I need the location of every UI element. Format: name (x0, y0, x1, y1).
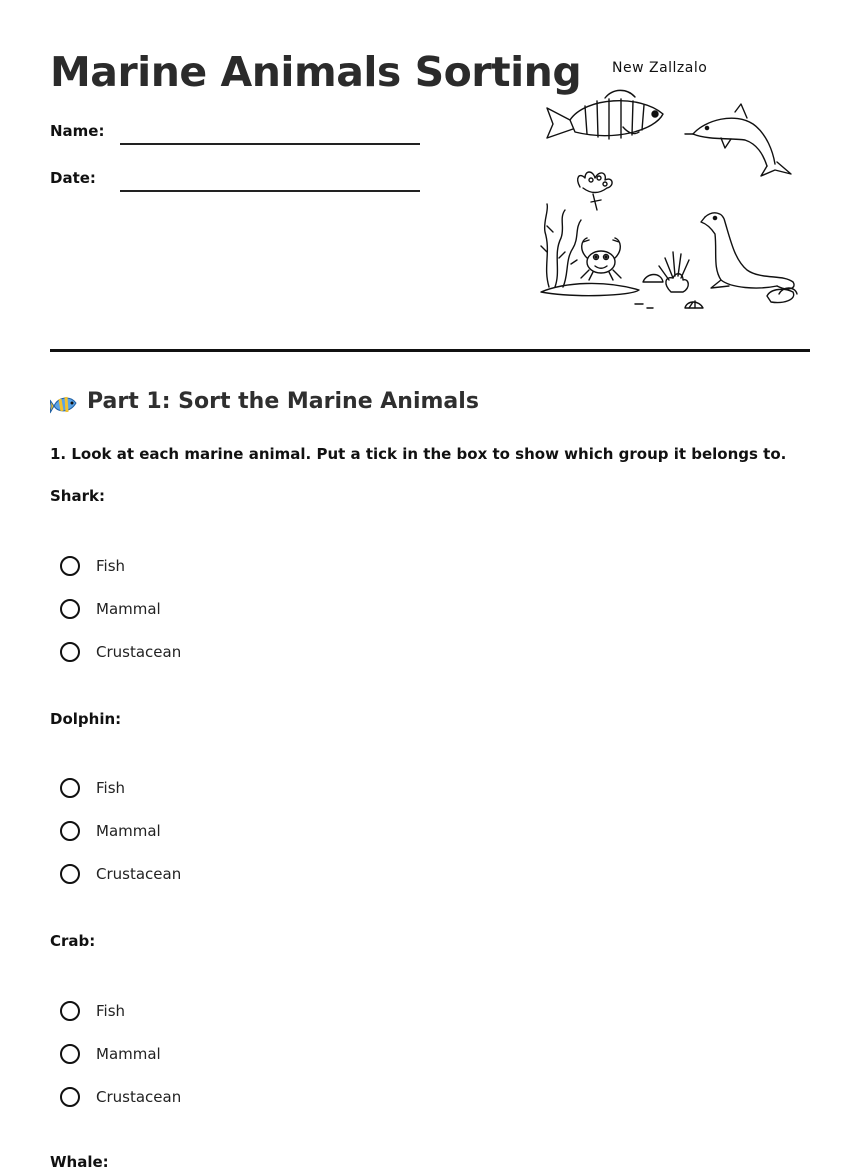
question-instruction: 1. Look at each marine animal. Put a tick in the box to show which group it belongs to. (50, 445, 787, 463)
option-label: Fish (96, 557, 126, 575)
question-label-dolphin: Dolphin: (50, 710, 122, 728)
seaweed-drawing-icon (541, 204, 581, 287)
name-label: Name: (50, 122, 105, 140)
question-label-whale: Whale: (50, 1153, 109, 1171)
fish-drawing-icon (547, 90, 663, 139)
question-label-shark: Shark: (50, 487, 105, 505)
option-dolphin-mammal[interactable] (60, 818, 161, 844)
option-label: Fish (96, 1002, 126, 1020)
option-crab-mammal[interactable] (60, 1041, 161, 1067)
option-shark-fish[interactable] (60, 553, 125, 579)
option-label: Crustacean (96, 1088, 182, 1106)
radio-button[interactable] (60, 821, 80, 841)
crab-drawing-icon (581, 238, 621, 280)
option-label: Crustacean (96, 865, 182, 883)
radio-button[interactable] (60, 599, 80, 619)
section-divider (50, 349, 810, 352)
brand-logo-text: New Zallzalo (612, 60, 708, 76)
option-shark-crustacean[interactable] (60, 639, 181, 665)
option-label: Mammal (96, 1045, 161, 1063)
marine-animals-illustration (535, 82, 805, 320)
date-field[interactable] (120, 190, 420, 192)
worksheet-title: Marine Animals Sorting (50, 48, 582, 96)
date-label: Date: (50, 169, 96, 187)
radio-button[interactable] (60, 1087, 80, 1107)
option-label: Fish (96, 779, 126, 797)
radio-button[interactable] (60, 556, 80, 576)
option-label: Crustacean (96, 643, 182, 661)
coral-drawing-icon (578, 172, 612, 210)
part-1-title: Part 1: Sort the Marine Animals (87, 389, 479, 414)
radio-button[interactable] (60, 778, 80, 798)
option-label: Mammal (96, 600, 161, 618)
radio-button[interactable] (60, 642, 80, 662)
sea-anemone-drawing-icon (659, 252, 689, 292)
option-dolphin-crustacean[interactable] (60, 861, 181, 887)
dolphin-drawing-icon (685, 104, 791, 176)
radio-button[interactable] (60, 864, 80, 884)
seal-drawing-icon (701, 213, 794, 289)
option-crab-fish[interactable] (60, 998, 125, 1024)
question-label-crab: Crab: (50, 932, 96, 950)
name-field[interactable] (120, 143, 420, 145)
radio-button[interactable] (60, 1001, 80, 1021)
tropical-fish-icon (50, 389, 80, 419)
shell-drawing-icon (685, 302, 703, 308)
option-dolphin-fish[interactable] (60, 775, 125, 801)
option-crab-crustacean[interactable] (60, 1084, 181, 1110)
option-shark-mammal[interactable] (60, 596, 161, 622)
radio-button[interactable] (60, 1044, 80, 1064)
option-label: Mammal (96, 822, 161, 840)
